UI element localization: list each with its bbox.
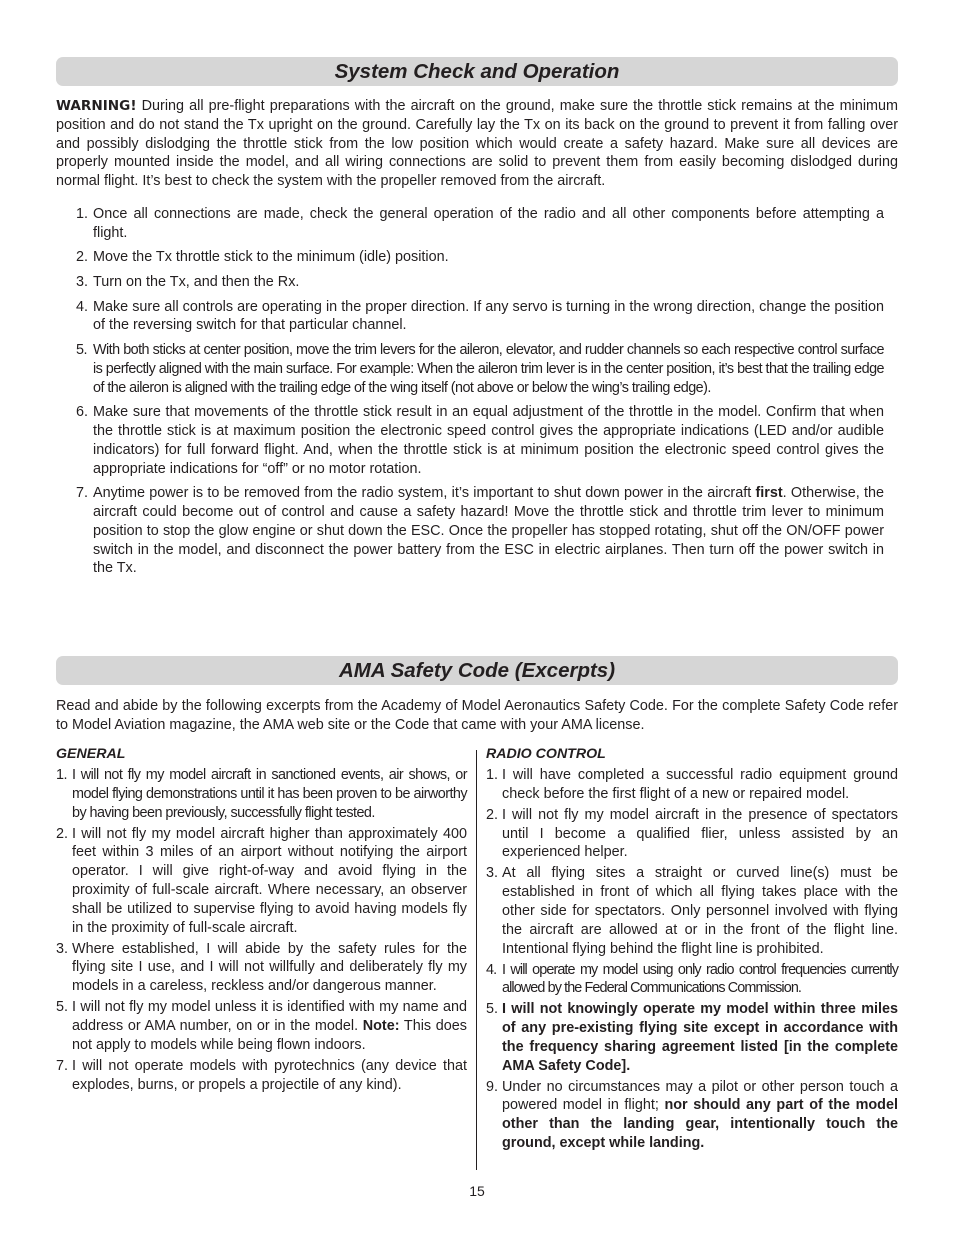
item-text-bold: Note:	[362, 1017, 400, 1034]
list-item	[56, 484, 884, 578]
item-text: This does not apply to models while being flown indoors.	[72, 1017, 467, 1053]
ama-intro: Read and abide by the following excerpts from the Academy of Model Aeronautics Safety Code. For the complete Safety Code refer to Model Aviation magazine, the AMA web site or the Code that came with your AMA license.	[56, 698, 898, 733]
item-number: 6.	[76, 404, 89, 421]
radio-control-list	[486, 766, 898, 1153]
item-text: I will operate my model using only radio control frequencies currently allowed by the Federal Communications Commission.	[502, 961, 898, 997]
general-column	[56, 745, 467, 1096]
item-number: 1.	[76, 206, 89, 222]
item-number: 2.	[76, 249, 89, 266]
list-item	[486, 1078, 898, 1153]
item-number: 3.	[486, 865, 499, 882]
item-text: Move the Tx throttle stick to the minimum (idle) position.	[93, 249, 449, 266]
item-text: I will not fly my model aircraft higher than approximately 400 feet within 3 miles of an airport without notifying the airport operator. I will give right-of-way and avoid flying in the proximity of full-scale aircraft. Where necessary, an observer shall be utilized to supervise flying to avoid having models fly in the proximity of full-scale aircraft.	[72, 825, 467, 936]
item-number: 2.	[486, 806, 499, 823]
list-item	[56, 1057, 467, 1095]
system-check-steps	[56, 205, 884, 584]
item-number: 7.	[76, 485, 89, 502]
warning-text: During all pre-flight preparations with the aircraft on the ground, make sure the throttle stick remains at the minimum position and do not stand the Tx upright on the ground. Carefully lay the Tx on its back on the ground to prevent it from falling over and possibly dislodging the throttle stick from the low position which would create a safety hazard. Make sure all devices are properly mounted inside the model, and all wiring connections are solid to prevent them from easily becoming dislodged during normal flight. It’s best to check the system with the propeller removed from the aircraft.	[56, 98, 898, 190]
general-heading: GENERAL	[56, 746, 126, 762]
list-item	[486, 806, 898, 862]
item-number: 5.	[486, 1001, 499, 1018]
list-item	[56, 825, 467, 938]
item-text-bold: I will not knowingly operate my model within three miles of any pre-existing flying site except in accordance with the frequency sharing agreement listed [in the complete AMA Safety Code].	[502, 1001, 898, 1074]
item-number: 4.	[486, 961, 497, 978]
item-text: . Otherwise, the aircraft could become out of control and cause a safety hazard! Move the throttle stick and throttle trim lever to minimum position to stop the glow engine or shut down the ESC. Once the propeller has stopped rotating, shut off the ON/OFF power switch in the model, and disconnect the power battery from the ESC in electric airplanes. Then turn off the power switch in the Tx.	[93, 485, 884, 577]
item-number: 1.	[56, 767, 67, 783]
section-title-system-check: System Check and Operation	[56, 57, 898, 86]
item-number: 5.	[76, 341, 87, 358]
list-item	[56, 940, 467, 996]
item-number: 3.	[76, 273, 89, 290]
item-number: 1.	[486, 767, 499, 783]
item-text: I will have completed a successful radio equipment ground check before the first flight of a new or repaired model.	[502, 767, 898, 802]
list-item	[56, 341, 884, 397]
item-text: I will not operate models with pyrotechnics (any device that explodes, burns, or propels a projectile of any kind).	[72, 1057, 467, 1093]
item-number: 3.	[56, 940, 69, 957]
item-number: 2.	[56, 825, 69, 842]
column-divider	[476, 750, 477, 1170]
list-item	[56, 205, 884, 243]
list-item	[486, 961, 898, 999]
general-list	[56, 766, 467, 1094]
list-item	[56, 298, 884, 336]
item-text: Where established, I will abide by the safety rules for the flying site I use, and I will not willfully and deliberately fly my models in a careless, reckless and/or dangerous manner.	[72, 940, 467, 995]
list-item	[486, 864, 898, 958]
item-text: I will not fly my model unless it is identified with my name and address or AMA number, on or in the model.	[72, 999, 467, 1034]
item-text: Anytime power is to be removed from the radio system, it’s important to shut down power in the aircraft	[93, 485, 756, 502]
item-text: I will not fly my model aircraft in sanctioned events, air shows, or model flying demonstrations until it has been proven to be airworthy by having been previously, successfully flight tested.	[72, 767, 467, 821]
item-text: Make sure that movements of the throttle stick result in an equal adjustment of the throttle in the model. Confirm that when the throttle stick is at maximum position the electronic speed control gives the appropriate indications (LED and/or audible indicators) for full forward flight. And, when the throttle stick is at minimum position the electronic speed control gives the appropriate indications for “off” or no motor rotation.	[93, 404, 884, 477]
radio-control-heading: RADIO CONTROL	[486, 746, 606, 762]
item-text: Under no circumstances may a pilot or other person touch a powered model in flight;	[502, 1078, 898, 1114]
page-number: 15	[469, 1183, 485, 1199]
item-text-bold: nor should any part of the model other than the landing gear, intentionally touch the ground, except while landing.	[502, 1097, 898, 1152]
item-text: At all flying sites a straight or curved line(s) must be established in front of which all flying takes place with the other side for spectators. Only personnel involved with flying the aircraft are allowed at or in the front of the flight line. Intentional flying behind the flight line is prohibited.	[502, 865, 898, 957]
list-item	[486, 766, 898, 804]
radio-control-column	[486, 745, 898, 1155]
list-item	[56, 273, 884, 292]
item-text: Once all connections are made, check the general operation of the radio and all other components before attempting a flight.	[93, 206, 884, 241]
list-item	[56, 998, 467, 1054]
warning-label: WARNING!	[56, 98, 137, 114]
item-number: 5.	[56, 999, 69, 1016]
item-text: Make sure all controls are operating in the proper direction. If any servo is turning in the wrong direction, change the position of the reversing switch for that particular channel.	[93, 298, 884, 334]
list-item	[56, 403, 884, 478]
item-text: Turn on the Tx, and then the Rx.	[93, 273, 300, 290]
item-number: 4.	[76, 298, 89, 315]
list-item	[486, 1000, 898, 1075]
item-text: I will not fly my model aircraft in the presence of spectators until I become a qualified flier, unless assisted by an experienced helper.	[502, 806, 898, 861]
item-text: With both sticks at center position, move the trim levers for the aileron, elevator, and rudder channels so each respective control surface is perfectly aligned with the main surface. For example: When the aileron trim lever is in the center position, it’s best that the trailing edge of the aileron is aligned with the trailing edge of the wing itself (not above or below the wing’s trailing edge).	[93, 341, 884, 396]
item-text-bold: first	[755, 485, 783, 502]
item-number: 9.	[486, 1078, 499, 1095]
warning-paragraph	[56, 97, 898, 191]
list-item	[56, 766, 467, 822]
item-number: 7.	[56, 1057, 69, 1074]
list-item	[56, 248, 884, 267]
section-title-ama-safety-code: AMA Safety Code (Excerpts)	[56, 656, 898, 685]
